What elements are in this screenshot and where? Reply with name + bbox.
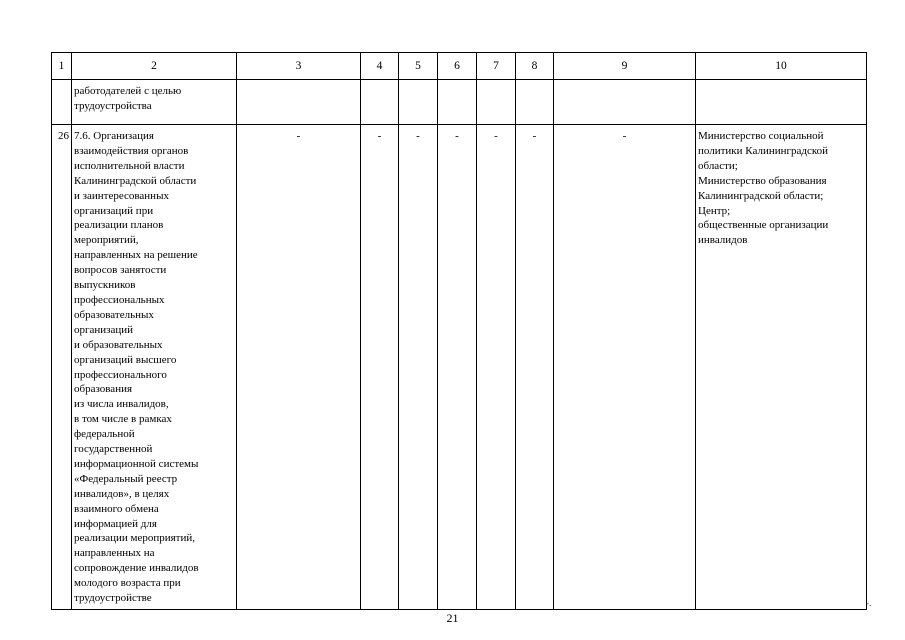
plan-table [51, 52, 867, 610]
row-cell-8: - [516, 125, 554, 610]
row-description: 7.6. Организация взаимодействия органов исполнительной власти Калининградской области и заинтересованных организаций при реализации планов мероприятий, направленных на решение вопросов занятости выпускников профессиональных образовательных организаций и образовательных организаций высшего профессионального образования из числа инвалидов, в том числе в рамках федеральной государственной информационной системы «Федеральный реестр инвалидов», в целях взаимного обмена информацией для реализации мероприятий, направленных на сопровождение инвалидов молодого возраста при трудоустройстве [72, 125, 237, 610]
header-cell-4: 4 [361, 53, 399, 80]
header-cell-1: 1 [52, 53, 72, 80]
row-responsible: Министерство социальной политики Калининградской области; Министерство образования Калининградской области; Центр; общественные организации инвалидов [696, 125, 867, 610]
continuation-cell-5 [399, 80, 438, 125]
header-row [52, 53, 867, 80]
continuation-cell-4 [361, 80, 399, 125]
continuation-cell-1 [52, 80, 72, 125]
page-number: 21 [446, 611, 459, 625]
row-cell-7: - [477, 125, 516, 610]
corner-mark: -. [866, 598, 872, 608]
row-cell-5: - [399, 125, 438, 610]
header-cell-9: 9 [554, 53, 696, 80]
continuation-cell-9 [554, 80, 696, 125]
table-row [52, 125, 867, 610]
header-cell-8: 8 [516, 53, 554, 80]
row-cell-6: - [438, 125, 477, 610]
header-cell-6: 6 [438, 53, 477, 80]
continuation-cell-7 [477, 80, 516, 125]
continuation-cell-6 [438, 80, 477, 125]
header-cell-7: 7 [477, 53, 516, 80]
header-cell-2: 2 [72, 53, 237, 80]
row-cell-3: - [237, 125, 361, 610]
continuation-cell-3 [237, 80, 361, 125]
continuation-cell-8 [516, 80, 554, 125]
header-cell-10: 10 [696, 53, 867, 80]
row-cell-9: - [554, 125, 696, 610]
header-cell-3: 3 [237, 53, 361, 80]
continuation-description: работодателей с целью трудоустройства [72, 80, 237, 125]
continuation-row [52, 80, 867, 125]
header-cell-5: 5 [399, 53, 438, 80]
row-number: 26 [52, 125, 72, 610]
continuation-cell-10 [696, 80, 867, 125]
row-cell-4: - [361, 125, 399, 610]
